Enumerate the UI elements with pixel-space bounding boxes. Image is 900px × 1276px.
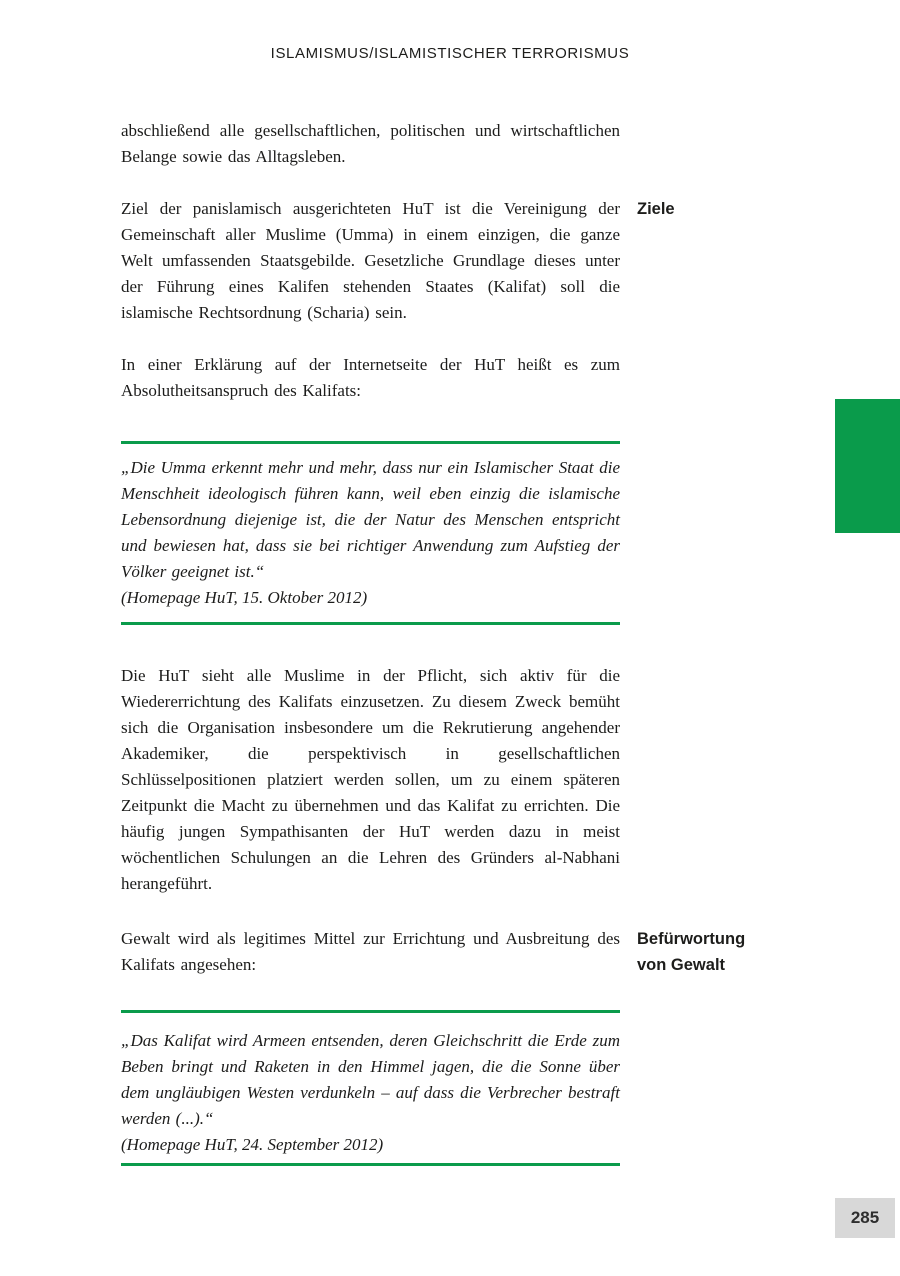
- blockquote-1-source: (Homepage HuT, 15. Oktober 2012): [121, 588, 368, 607]
- blockquote-2: [121, 1028, 620, 1158]
- quote-rule-top-2: [121, 1010, 620, 1013]
- paragraph-ziele: Ziel der panislamisch ausgerichteten HuT ist die Vereinigung der Gemeinschaft aller Muslime (Umma) in einem einzigen, die ganze Welt umfassenden Staatsgebilde. Gesetzliche Grundlage dieses unter der Führung eines Kalifen stehenden Staates (Kalifat) soll die islamische Rechtsordnung (Scharia) sein.: [121, 199, 620, 322]
- blockquote-1: [121, 455, 620, 611]
- paragraph-gewalt: Gewalt wird als legitimes Mittel zur Errichtung und Ausbreitung des Kalifats angesehen:: [121, 929, 620, 974]
- margin-note-befuerwortung-von-gewalt: Befürwortung von Gewalt: [637, 930, 746, 974]
- margin-note-ziele: Ziele: [637, 200, 675, 218]
- quote-rule-bottom-2: [121, 1163, 620, 1166]
- running-head: ISLAMISMUS/ISLAMISTISCHER TERRORISMUS: [270, 45, 630, 62]
- quote-rule-top-1: [121, 441, 620, 444]
- paragraph-intro: abschließend alle gesellschaftlichen, politischen und wirtschaftlichen Belange sowie das Alltagsleben.: [121, 121, 620, 166]
- paragraph-rekrutierung: Die HuT sieht alle Muslime in der Pflicht, sich aktiv für die Wiedererrichtung des Kalifats einzusetzen. Zu diesem Zweck bemüht sich die Organisation insbesondere um die Rekrutierung angehender Akademiker, die perspektivisch in gesellschaftlichen Schlüsselpositionen platziert werden sollen, um zu einem späteren Zeitpunkt die Macht zu übernehmen und das Kalifat zu errichten. Die häufig jungen Sympathisanten der HuT werden dazu in meist wöchentlichen Schulungen an die Lehren des Gründers al-Nabhani herangeführt.: [121, 666, 620, 893]
- blockquote-2-source: (Homepage HuT, 24. September 2012): [121, 1135, 384, 1154]
- page-number: 285: [850, 1208, 880, 1227]
- chapter-edge-tab: [835, 399, 900, 533]
- quote-rule-bottom-1: [121, 622, 620, 625]
- blockquote-2-text: „Das Kalifat wird Armeen entsenden, deren Gleichschritt die Erde zum Beben bringt und Raketen in den Himmel jagen, die die Sonne über dem ungläubigen Westen verdunkeln – auf dass die Verbrecher bestraft werden (...).“: [121, 1031, 620, 1128]
- blockquote-1-text: „Die Umma erkennt mehr und mehr, dass nur ein Islamischer Staat die Menschheit ideologisch führen kann, weil eben einzig die islamische Lebensordnung diejenige ist, die der Natur des Menschen entspricht und bewiesen hat, dass sie bei richtiger Anwendung zum Aufstieg der Völker geeignet ist.“: [121, 458, 620, 581]
- paragraph-erklaerung: In einer Erklärung auf der Internetseite der HuT heißt es zum Absolutheitsanspruch des Kalifats:: [121, 355, 620, 400]
- page-number-badge: [835, 1198, 895, 1238]
